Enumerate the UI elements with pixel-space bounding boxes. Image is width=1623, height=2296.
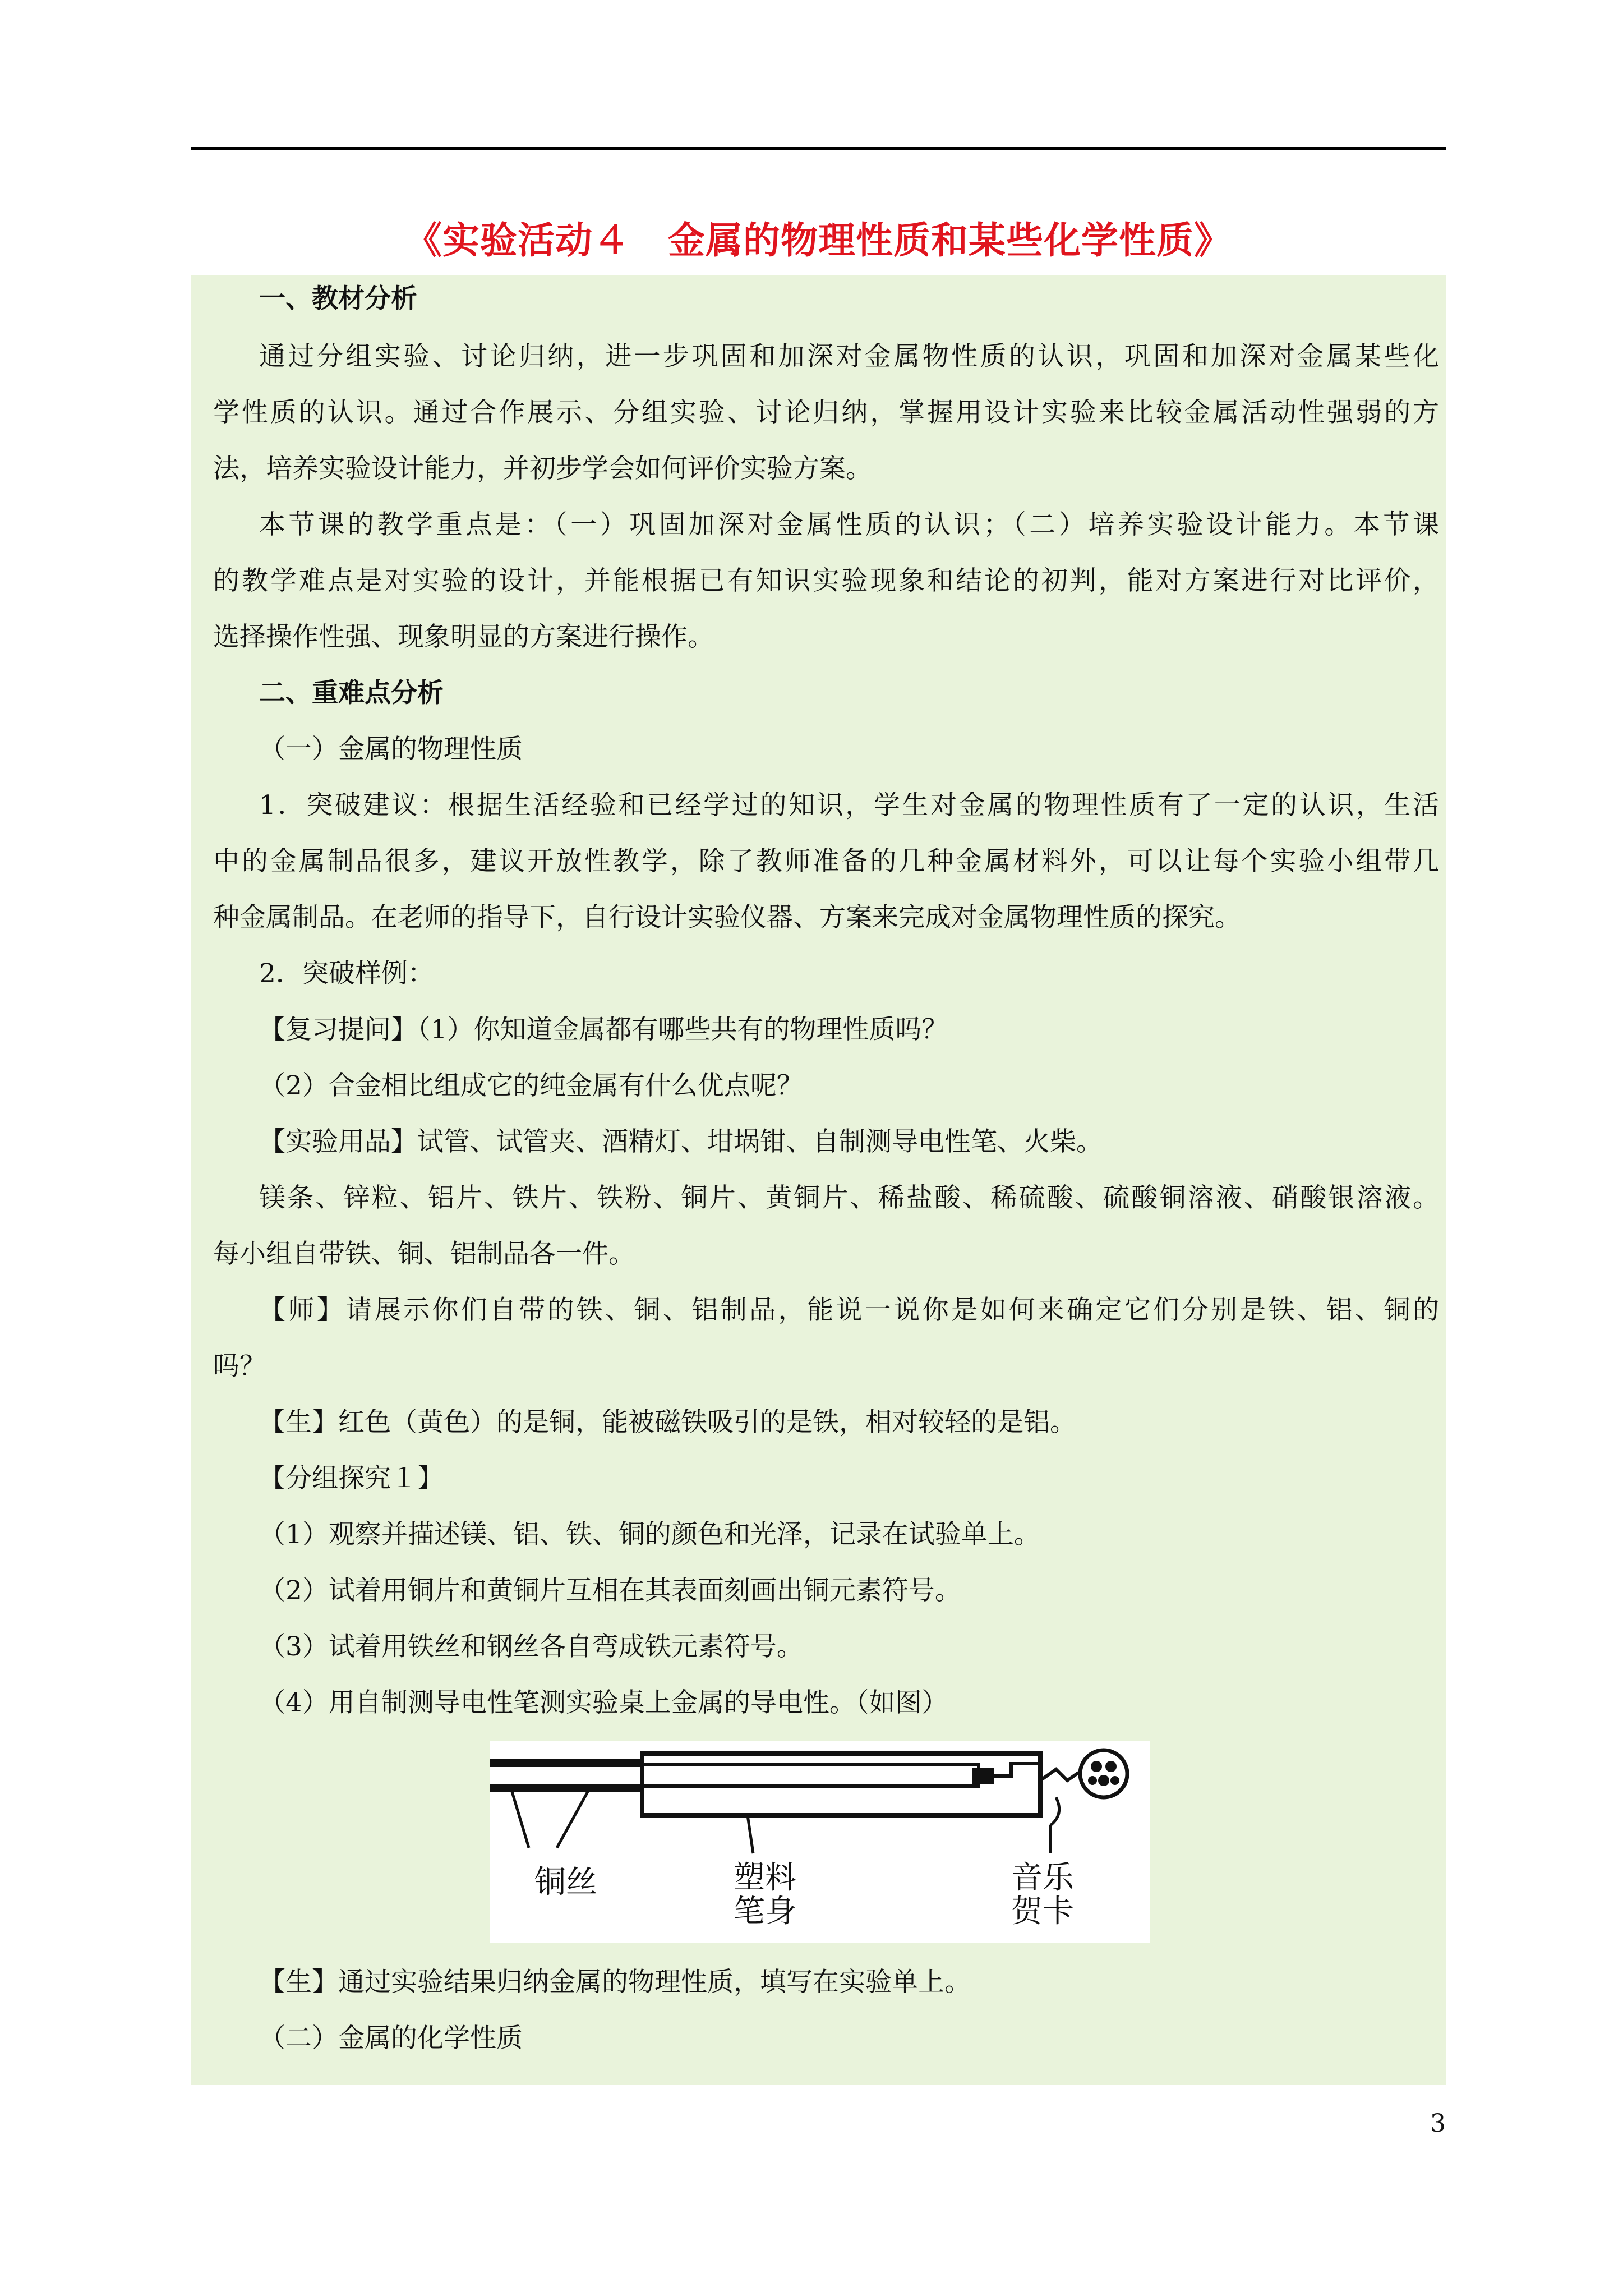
list-item: （2）试着用铜片和黄铜片互相在其表面刻画出铜元素符号。 xyxy=(259,1575,961,1606)
section2-heading: 二、重难点分析 xyxy=(259,678,444,708)
paragraph-line: 1．突破建议：根据生活经验和已经学过的知识，学生对金属的物理性质有了一定的认识，生活 xyxy=(259,790,1439,821)
paragraph-line: 【生】通过实验结果归纳金属的物理性质，填写在实验单上。 xyxy=(259,1967,971,1998)
page-title: 《实验活动４ 金属的物理性质和某些化学性质》 xyxy=(405,218,1232,262)
label-plastic-body: 笔身 xyxy=(734,1893,796,1930)
label-music-card: 贺卡 xyxy=(1011,1893,1074,1930)
paragraph-line: （2）合金相比组成它的纯金属有什么优点呢？ xyxy=(259,1070,803,1101)
subsection-heading: （二）金属的化学性质 xyxy=(259,2023,523,2054)
list-item: （3）试着用铁丝和钢丝各自弯成铁元素符号。 xyxy=(259,1631,803,1662)
paragraph-line: 2．突破样例： xyxy=(259,958,434,989)
paragraph-line: 【实验用品】试管、试管夹、酒精灯、坩埚钳、自制测导电性笔、火柴。 xyxy=(259,1126,1103,1157)
paragraph-line: 【生】红色（黄色）的是铜，能被磁铁吸引的是铁，相对较轻的是铝。 xyxy=(259,1407,1076,1438)
subsection-heading: （一）金属的物理性质 xyxy=(259,734,523,765)
conductivity-pen-figure xyxy=(490,1741,1150,1943)
header-rule xyxy=(191,147,1446,150)
label-plastic-body: 塑料 xyxy=(734,1860,796,1896)
paragraph-line: 吗？ xyxy=(213,1351,266,1382)
paragraph-line: 【复习提问】（1）你知道金属都有哪些共有的物理性质吗？ xyxy=(259,1014,948,1045)
paragraph-line: 【师】请展示你们自带的铁、铜、铝制品，能说一说你是如何来确定它们分别是铁、铝、铜的 xyxy=(259,1295,1439,1326)
paragraph-line: 学性质的认识。通过合作展示、分组实验、讨论归纳，掌握用设计实验来比较金属活动性强弱的方 xyxy=(213,397,1439,428)
paragraph-line: 镁条、锌粒、铝片、铁片、铁粉、铜片、黄铜片、稀盐酸、稀硫酸、硫酸铜溶液、硝酸银溶液。 xyxy=(259,1182,1439,1213)
paragraph-line: 本节课的教学重点是：（一）巩固加深对金属性质的认识；（二）培养实验设计能力。本节课 xyxy=(259,509,1439,540)
paragraph-line: 每小组自带铁、铜、铝制品各一件。 xyxy=(213,1239,635,1269)
paragraph-line: 的教学难点是对实验的设计，并能根据已有知识实验现象和结论的初判，能对方案进行对比评价， xyxy=(213,565,1439,596)
paragraph-line: 【分组探究１】 xyxy=(259,1463,444,1494)
label-music-card: 音乐 xyxy=(1011,1860,1074,1896)
paragraph-line: 法，培养实验设计能力，并初步学会如何评价实验方案。 xyxy=(213,453,872,484)
paragraph-line: 选择操作性强、现象明显的方案进行操作。 xyxy=(213,622,714,652)
label-copper-wire: 铜丝 xyxy=(534,1864,597,1901)
list-item: （4）用自制测导电性笔测实验桌上金属的导电性。（如图） xyxy=(259,1687,948,1718)
paragraph-line: 中的金属制品很多，建议开放性教学，除了教师准备的几种金属材料外，可以让每个实验小组带几 xyxy=(213,846,1439,877)
paragraph-line: 种金属制品。在老师的指导下，自行设计实验仪器、方案来完成对金属物理性质的探究。 xyxy=(213,902,1241,933)
page-number: 3 xyxy=(1430,2109,1446,2138)
list-item: （1）观察并描述镁、铝、铁、铜的颜色和光泽，记录在试验单上。 xyxy=(259,1519,1040,1550)
paragraph-line: 通过分组实验、讨论归纳，进一步巩固和加深对金属物性质的认识，巩固和加深对金属某些化 xyxy=(259,341,1439,372)
section1-heading: 一、教材分析 xyxy=(259,283,417,314)
